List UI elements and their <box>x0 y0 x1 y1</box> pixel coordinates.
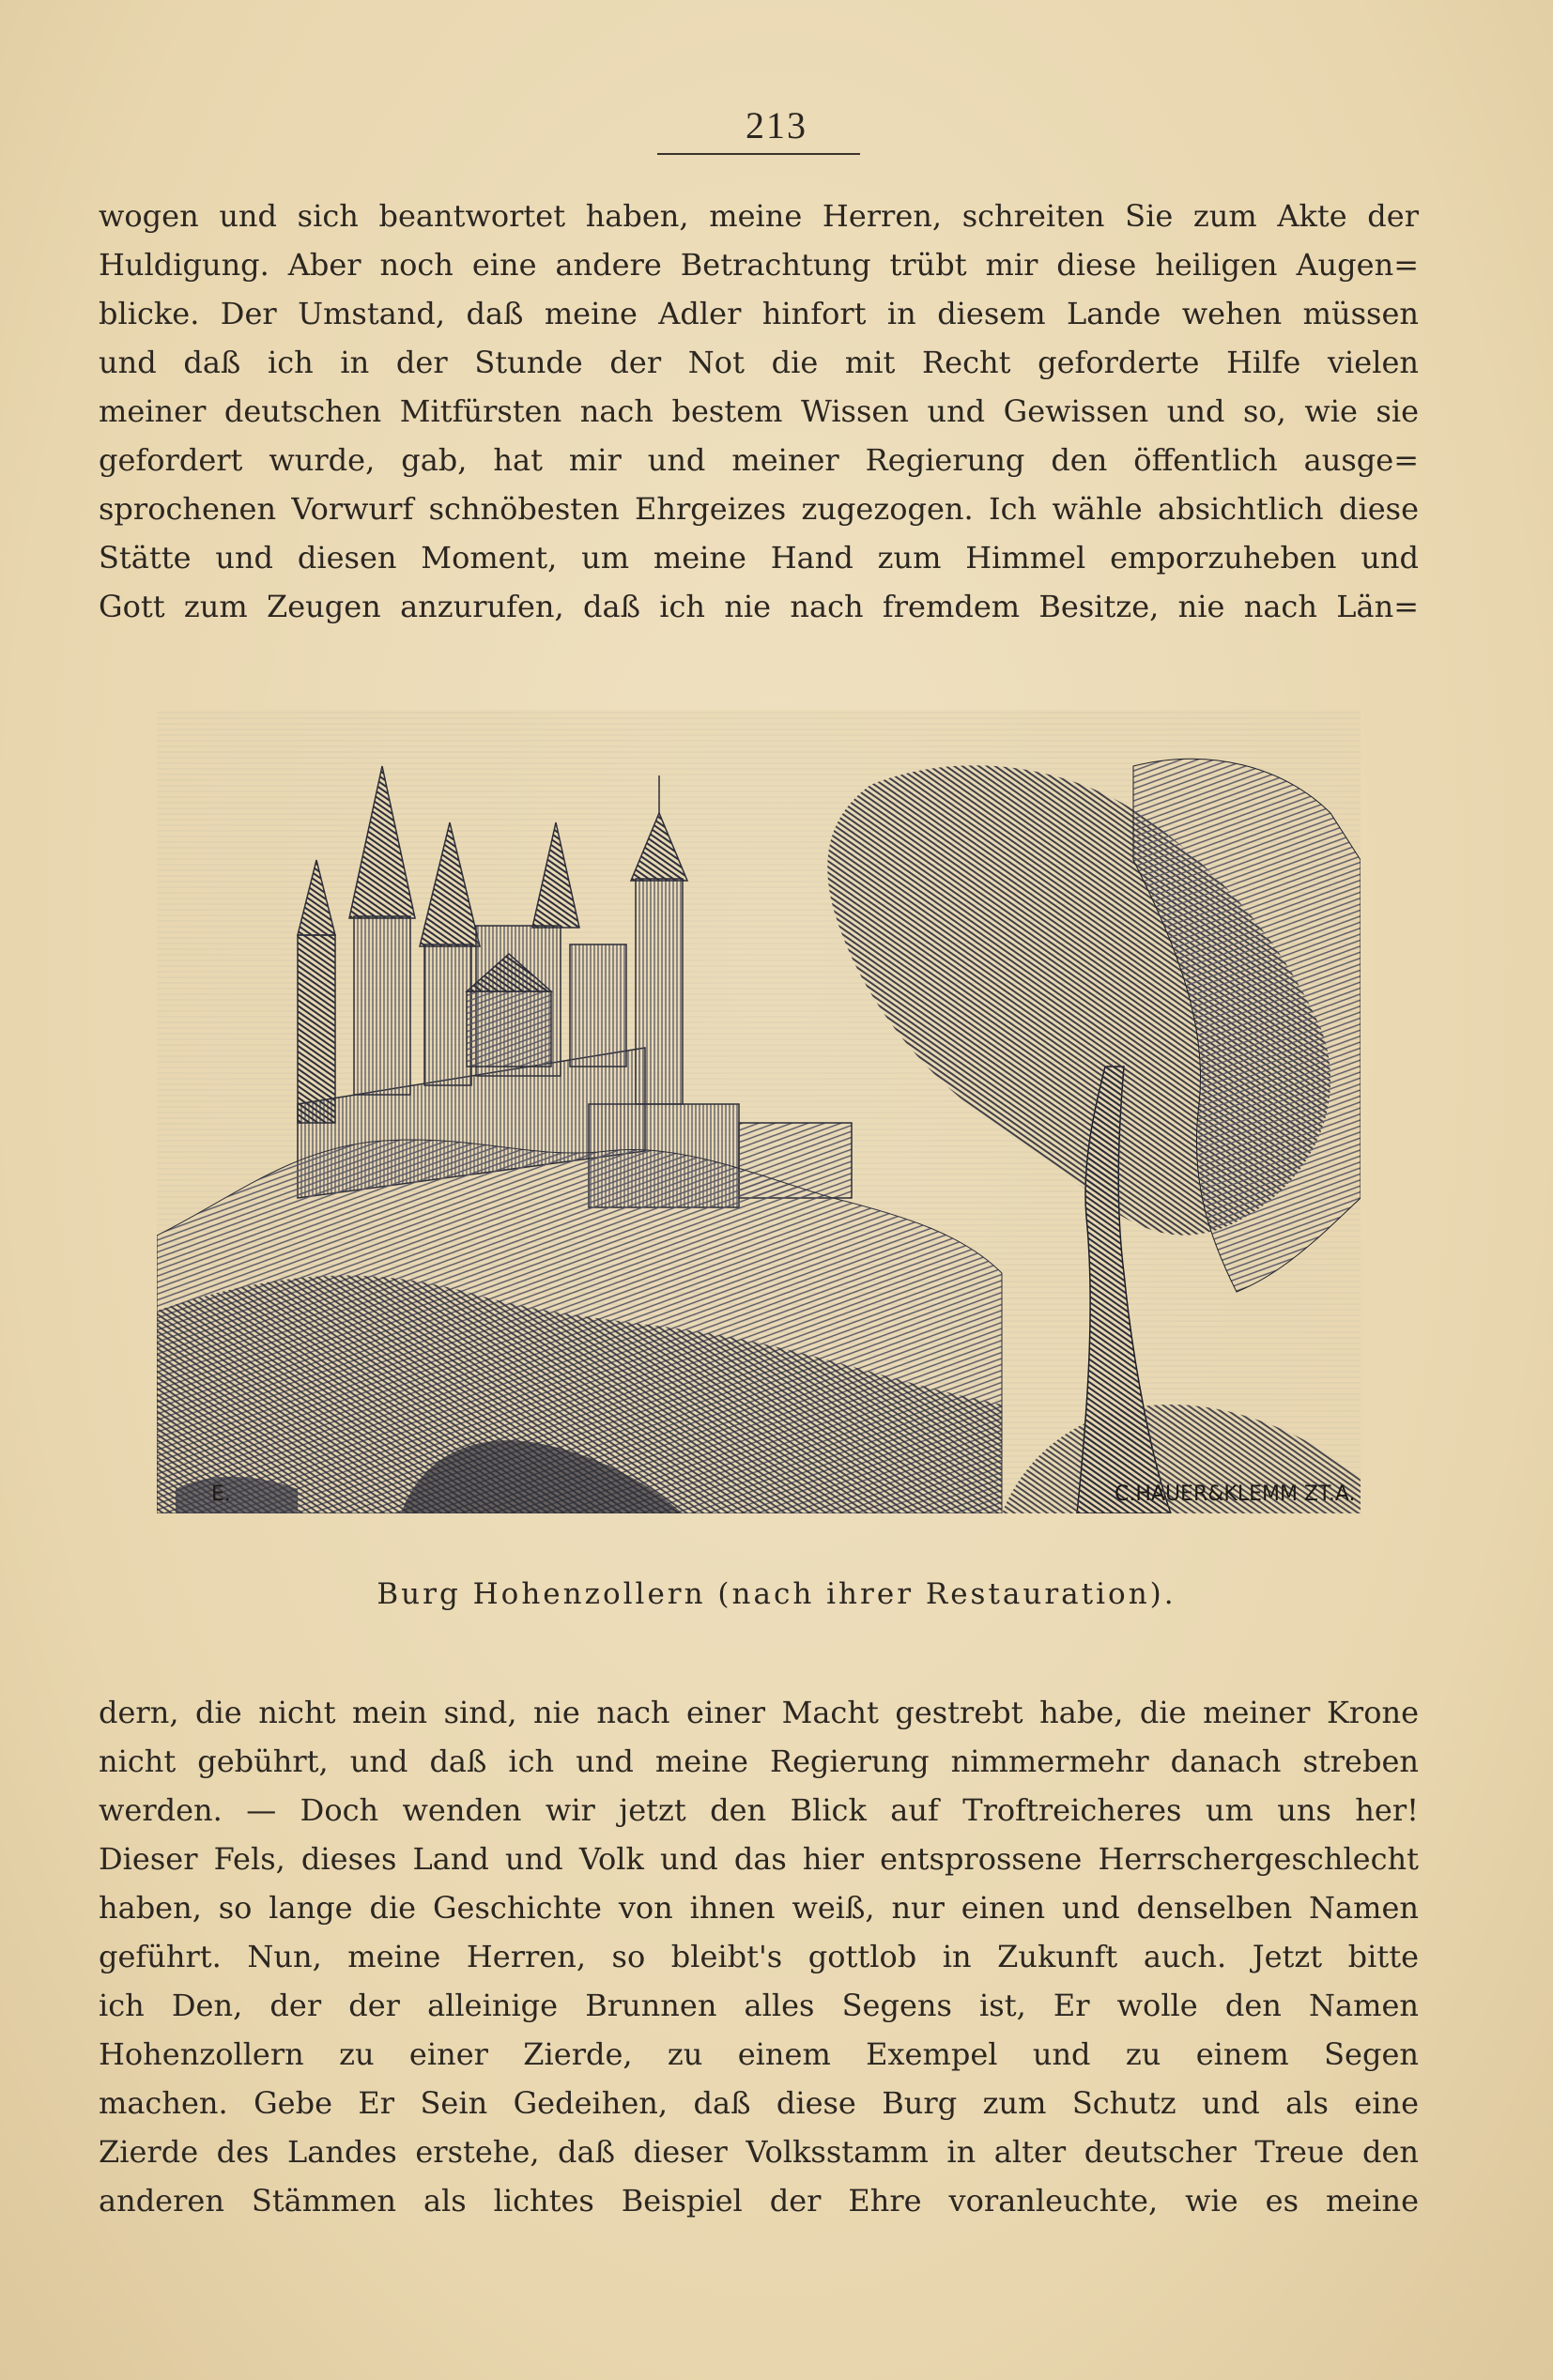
text-line: blicke. Der Umstand, daß meine Adler hinfort in diesem Lande wehen müssen <box>99 296 1419 331</box>
text-line: meiner deutschen Mitfürsten nach bestem Wissen und Gewissen und so, wie sie <box>99 393 1419 429</box>
text-line: Hohenzollern zu einer Zierde, zu einem Exempel und zu einem Segen <box>99 2036 1419 2072</box>
text-line: Huldigung. Aber noch eine andere Betrachtung trübt mir diese heiligen Augen= <box>99 247 1419 283</box>
text-line: machen. Gebe Er Sein Gedeihen, daß diese Burg zum Schutz und als eine <box>99 2085 1419 2121</box>
text-line: dern, die nicht mein sind, nie nach einer Macht gestrebt habe, die meiner Krone <box>99 1695 1419 1730</box>
text-line: sprochenen Vorwurf schnöbesten Ehrgeizes zugezogen. Ich wähle absichtlich diese <box>99 491 1419 527</box>
signature-left: E. <box>211 1482 231 1506</box>
castle-engraving <box>157 710 1361 1513</box>
header-rule <box>657 153 860 155</box>
text-line: Gott zum Zeugen anzurufen, daß ich nie nach fremdem Besitze, nie nach Län= <box>99 589 1419 624</box>
text-line: Dieser Fels, dieses Land und Volk und das hier entsprossene Herrschergeschlecht <box>99 1841 1419 1877</box>
text-line: und daß ich in der Stunde der Not die mit Recht geforderte Hilfe vielen <box>99 345 1419 380</box>
signature-right: C.HAUER&KLEMM ZT.A. <box>1115 1482 1356 1506</box>
text-line: haben, so lange die Geschichte von ihnen weiß, nur einen und denselben Namen <box>99 1890 1419 1926</box>
paragraph-bottom <box>99 1688 1419 2225</box>
text-line: geführt. Nun, meine Herren, so bleibt's gottlob in Zukunft auch. Jetzt bitte <box>99 1939 1419 1974</box>
text-line: anderen Stämmen als lichtes Beispiel der Ehre voranleuchte, wie es meine <box>99 2183 1419 2219</box>
text-line: gefordert wurde, gab, hat mir und meiner Regierung den öffentlich ausge= <box>99 442 1419 478</box>
text-line: Stätte und diesen Moment, um meine Hand zum Himmel emporzuheben und <box>99 540 1419 576</box>
paragraph-top <box>99 192 1419 631</box>
text-line: ich Den, der der alleinige Brunnen alles Segens ist, Er wolle den Namen <box>99 1988 1419 2023</box>
figure-caption: Burg Hohenzollern (nach ihrer Restauration). <box>377 1577 1176 1611</box>
text-line: wogen und sich beantwortet haben, meine Herren, schreiten Sie zum Akte der <box>99 198 1419 234</box>
text-line: nicht gebührt, und daß ich und meine Regierung nimmermehr danach streben <box>99 1743 1419 1779</box>
page-number: 213 <box>746 104 807 146</box>
text-line: werden. — Doch wenden wir jetzt den Blick auf Troftreicheres um uns her! <box>99 1792 1419 1828</box>
text-line: Zierde des Landes erstehe, daß dieser Volksstamm in alter deutscher Treue den <box>99 2134 1419 2170</box>
